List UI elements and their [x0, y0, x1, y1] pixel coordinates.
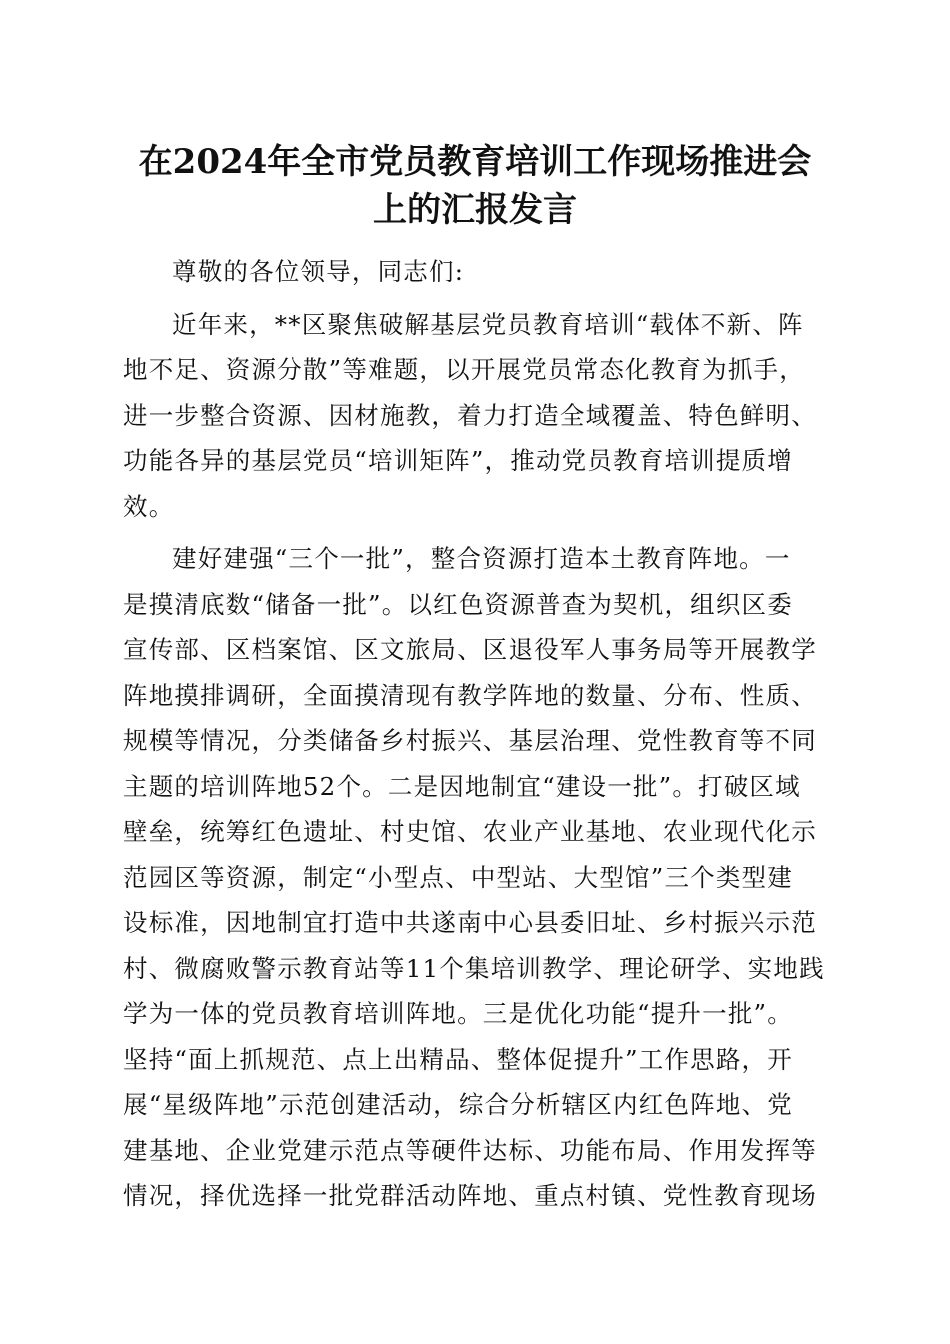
paragraph-line: 规模等情况，分类储备乡村振兴、基层治理、党性教育等不同: [123, 726, 817, 755]
document-body: [123, 249, 823, 1219]
paragraph-line: 地不足、资源分散”等难题，以开展党员常态化教育为抓手，: [123, 355, 805, 384]
paragraph-three-batches: [123, 536, 823, 1219]
paragraph-line: 主题的培训阵地52个。二是因地制宜“建设一批”。打破区域: [123, 771, 801, 801]
paragraph-line: 宣传部、区档案馆、区文旅局、区退役军人事务局等开展教学: [123, 635, 817, 664]
title-line-1: 在2024年全市党员教育培训工作现场推进会: [138, 142, 812, 182]
paragraph-line: 情况，择优选择一批党群活动阵地、重点村镇、党性教育现场: [123, 1181, 817, 1210]
paragraph-line: 展“星级阵地”示范创建活动，综合分析辖区内红色阵地、党: [123, 1090, 793, 1119]
paragraph-line: 设标准，因地制宜打造中共遂南中心县委旧址、乡村振兴示范: [123, 908, 817, 937]
paragraph-line: 阵地摸排调研，全面摸清现有教学阵地的数量、分布、性质、: [123, 680, 817, 710]
paragraph-spacer: [123, 295, 823, 302]
greeting: 尊敬的各位领导，同志们:: [172, 257, 465, 286]
paragraph-line: 学为一体的党员教育培训阵地。三是优化功能“提升一批”。: [123, 999, 793, 1028]
paragraph-line: 效。: [123, 491, 175, 521]
document-title: [110, 138, 840, 234]
paragraph-line: 范园区等资源，制定“小型点、中型站、大型馆”三个类型建: [123, 862, 793, 892]
paragraph-line: 建基地、企业党建示范点等硬件达标、功能布局、作用发挥等: [123, 1135, 817, 1165]
paragraph-line: 进一步整合资源、因材施教，着力打造全域覆盖、特色鲜明、: [123, 400, 817, 430]
paragraph-line: 建好建强“三个一批”，整合资源打造本土教育阵地。一: [172, 544, 791, 573]
paragraph-line: 壁垒，统筹红色遗址、村史馆、农业产业基地、农业现代化示: [123, 817, 817, 846]
paragraph-line: 功能各异的基层党员“培训矩阵”，推动党员教育培训提质增: [123, 446, 793, 475]
title-line-2: 上的汇报发言: [373, 190, 577, 230]
paragraph-spacer: [123, 529, 823, 536]
paragraph-line: 是摸清底数“储备一批”。以红色资源普查为契机，组织区委: [123, 589, 793, 619]
paragraph-line: 坚持“面上抓规范、点上出精品、整体促提升”工作思路，开: [123, 1044, 793, 1074]
paragraph-line: 村、微腐败警示教育站等11个集培训教学、理论研学、实地践: [123, 953, 825, 983]
paragraph-line: 近年来，**区聚焦破解基层党员教育培训“载体不新、阵: [172, 309, 804, 339]
paragraph-intro: [123, 302, 823, 530]
